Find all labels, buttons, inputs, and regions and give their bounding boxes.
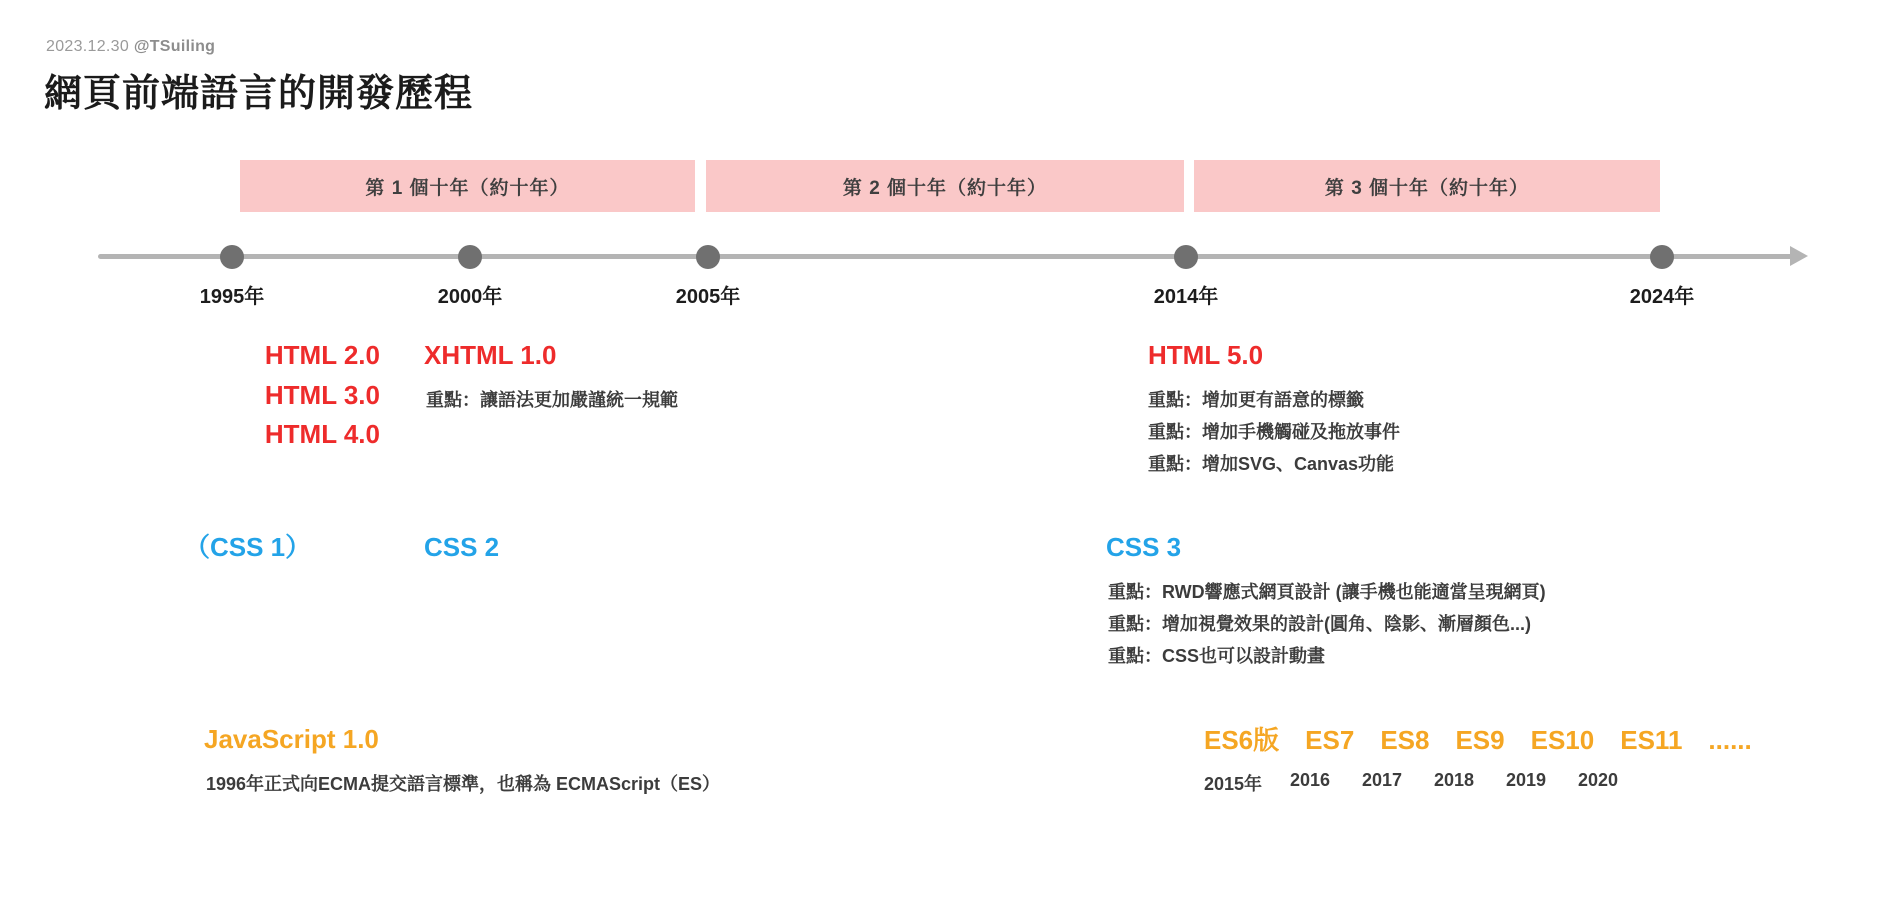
es-version-row xyxy=(1204,720,1752,757)
es-version-more: ...... xyxy=(1708,725,1752,755)
meta-line xyxy=(46,38,215,56)
decade-label-1: 第 1 個十年（約十年） xyxy=(365,177,570,199)
html-version-3: HTML 3.0 xyxy=(264,379,380,410)
es-year-2017: 2017 xyxy=(1362,770,1403,790)
meta-date: 2023.12.30 xyxy=(46,38,130,55)
timeline-node-2005 xyxy=(696,245,720,269)
decade-bar-3 xyxy=(1194,160,1660,212)
timeline-year-2014: 2014年 xyxy=(1153,286,1219,308)
css3-note-3: 重點：CSS也可以設計動畫 xyxy=(1108,646,1326,667)
timeline-node-2014 xyxy=(1174,245,1198,269)
html5-note-2: 重點：增加手機觸碰及拖放事件 xyxy=(1148,422,1400,443)
es-year-2018: 2018 xyxy=(1434,770,1475,790)
timeline-year-2005: 2005年 xyxy=(675,286,741,308)
html5-title: HTML 5.0 xyxy=(1148,340,1264,370)
html-1995-versions xyxy=(120,336,380,455)
html5-note-3: 重點：增加SVG、Canvas功能 xyxy=(1148,454,1395,475)
es-year-2015: 2015年 xyxy=(1204,774,1263,794)
es-year-2019: 2019 xyxy=(1506,770,1547,790)
javascript-note: 1996年正式向ECMA提交語言標準，也稱為 ECMAScript（ES） xyxy=(206,774,721,794)
es-version-es9: ES9 xyxy=(1455,725,1505,755)
es-version-es7: ES7 xyxy=(1305,725,1355,755)
timeline-node-1995 xyxy=(220,245,244,269)
decade-label-2: 第 2 個十年（約十年） xyxy=(842,177,1048,199)
css3-title: CSS 3 xyxy=(1106,532,1182,562)
timeline-year-1995: 1995年 xyxy=(199,286,265,308)
decade-bar-1 xyxy=(240,160,695,212)
css2-title: CSS 2 xyxy=(424,532,500,562)
timeline-node-2024 xyxy=(1650,245,1674,269)
css3-notes xyxy=(1108,576,1546,672)
html-version-4: HTML 4.0 xyxy=(264,419,380,450)
es-version-es11: ES11 xyxy=(1620,725,1683,755)
timeline-node-2000 xyxy=(458,245,482,269)
es-year-2016: 2016 xyxy=(1290,770,1331,790)
timeline-axis xyxy=(98,254,1798,259)
timeline-year-2024: 2024年 xyxy=(1629,286,1695,308)
css3-note-2: 重點：增加視覺效果的設計(圓角、陰影、漸層顏色...) xyxy=(1108,614,1531,635)
timeline-arrowhead-icon xyxy=(1790,246,1808,266)
es-year-row xyxy=(1204,770,1626,796)
decade-label-3: 第 3 個十年（約十年） xyxy=(1324,177,1530,199)
es-version-es10: ES10 xyxy=(1530,725,1595,755)
page-title: 網頁前端語言的開發歷程 xyxy=(44,73,474,115)
xhtml-title: XHTML 1.0 xyxy=(424,340,557,370)
html-version-2: HTML 2.0 xyxy=(264,340,380,370)
css3-note-1: 重點：RWD響應式網頁設計 (讓手機也能適當呈現網頁) xyxy=(1108,582,1546,602)
css1-title: （CSS 1） xyxy=(184,532,312,562)
html5-note-1: 重點：增加更有語意的標籤 xyxy=(1148,390,1364,410)
timeline-year-2000: 2000年 xyxy=(437,286,503,308)
html5-notes xyxy=(1148,384,1400,480)
es-version-es8: ES8 xyxy=(1380,725,1430,755)
xhtml-note: 重點：讓語法更加嚴謹統一規範 xyxy=(426,390,678,410)
es-version-es6: ES6版 xyxy=(1204,725,1280,755)
meta-handle: @TSuiling xyxy=(133,38,216,55)
javascript-title: JavaScript 1.0 xyxy=(204,724,379,754)
decade-bar-2 xyxy=(706,160,1184,212)
es-year-2020: 2020 xyxy=(1578,770,1619,790)
